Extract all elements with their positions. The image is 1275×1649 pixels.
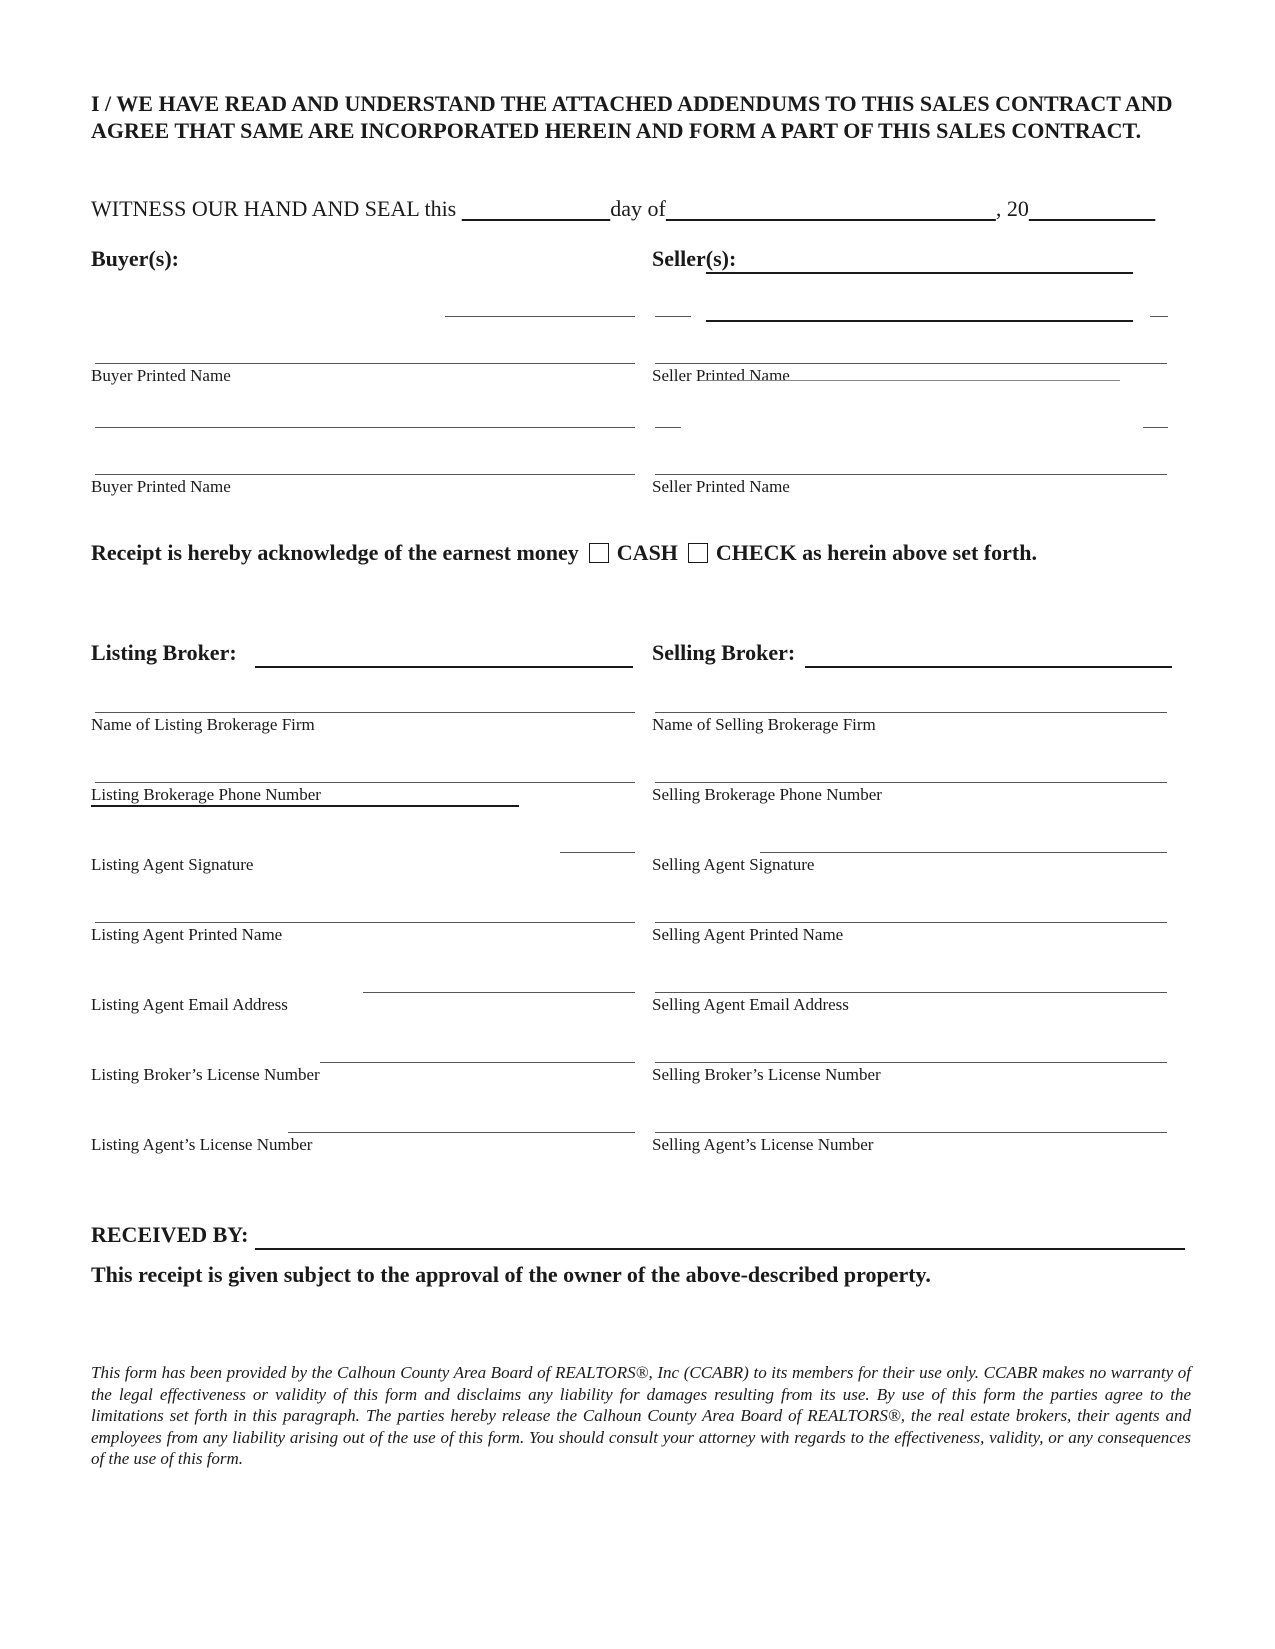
cash-checkbox[interactable] (589, 543, 609, 563)
seller-signature-tail-1 (1150, 316, 1168, 317)
selling-firm-label: Name of Selling Brokerage Firm (652, 715, 876, 734)
buyer-printed-name-label-2: Buyer Printed Name (91, 477, 231, 496)
witness-line (91, 195, 1155, 223)
listing-agent-license-line[interactable] (288, 1132, 635, 1133)
seller-signature-tail-2 (1143, 427, 1168, 428)
check-checkbox[interactable] (688, 543, 708, 563)
addendum-acknowledgement: I / WE HAVE READ AND UNDERSTAND THE ATTACHED ADDENDUMS TO THIS SALES CONTRACT AND AGREE THAT SAME ARE INCORPORATED HEREIN AND FORM A PART OF THIS SALES CONTRACT. (91, 91, 1173, 143)
selling-broker-license-label: Selling Broker’s License Number (652, 1065, 881, 1084)
selling-signature-label: Selling Agent Signature (652, 855, 815, 874)
listing-phone-label: Listing Brokerage Phone Number (91, 785, 321, 804)
seller-signature-line[interactable] (706, 272, 1133, 274)
listing-signature-label: Listing Agent Signature (91, 855, 254, 874)
day-field[interactable] (462, 196, 611, 221)
selling-broker-license-line[interactable] (655, 1062, 1167, 1063)
seller-signature-stub-2 (655, 427, 681, 428)
listing-phone-underline (91, 805, 519, 807)
selling-printed-label: Selling Agent Printed Name (652, 925, 844, 944)
cash-label: CASH (616, 540, 678, 565)
selling-broker-field[interactable] (805, 666, 1172, 668)
selling-firm-line[interactable] (655, 712, 1167, 713)
buyer-signature-line-1[interactable] (445, 316, 635, 317)
seller-signature-line-1[interactable] (706, 320, 1133, 322)
selling-broker-label: Selling Broker: (652, 640, 796, 665)
listing-broker-license-line[interactable] (320, 1062, 635, 1063)
approval-note: This receipt is given subject to the approval of the owner of the above-described property. (91, 1262, 931, 1287)
selling-signature-line[interactable] (760, 852, 1167, 853)
listing-phone-line[interactable] (95, 782, 635, 783)
buyer-printed-line-1[interactable] (95, 363, 635, 364)
selling-phone-label: Selling Brokerage Phone Number (652, 785, 882, 804)
received-by-label: RECEIVED BY: (91, 1222, 249, 1247)
seller-signature-stub-1 (655, 316, 691, 317)
listing-broker-label: Listing Broker: (91, 640, 237, 665)
listing-agent-license-label: Listing Agent’s License Number (91, 1135, 313, 1154)
buyer-printed-name-label-1: Buyer Printed Name (91, 366, 231, 385)
seller-printed-underline (700, 380, 1120, 381)
listing-signature-line[interactable] (560, 852, 635, 853)
year-prefix: , 20 (995, 196, 1029, 221)
seller-label: Seller(s): (652, 246, 737, 271)
selling-printed-line[interactable] (655, 922, 1167, 923)
listing-email-line[interactable] (363, 992, 635, 993)
selling-email-line[interactable] (655, 992, 1167, 993)
listing-printed-line[interactable] (95, 922, 635, 923)
buyer-label: Buyer(s): (91, 246, 179, 271)
earnest-money-receipt (91, 540, 1037, 566)
received-by-field[interactable] (255, 1248, 1185, 1250)
seller-printed-name-label-2: Seller Printed Name (652, 477, 790, 496)
disclaimer-text: This form has been provided by the Calhoun County Area Board of REALTORS®, Inc (CCABR) to its members for their use only. CCABR makes no warranty of the legal effectiveness or validity of this form and disclaims any liability for damages resulting from its use. By use of this form the parties agree to the limitations set forth in this paragraph. The parties hereby release the Calhoun County Area Board of REALTORS®, the real estate brokers, their agents and employees from any liability arising out of the use of this form. You should consult your attorney with regards to the effectiveness, validity, or any consequences of the use of this form. (91, 1363, 1191, 1468)
listing-broker-license-label: Listing Broker’s License Number (91, 1065, 320, 1084)
listing-email-label: Listing Agent Email Address (91, 995, 288, 1014)
month-field[interactable] (666, 196, 996, 221)
listing-printed-label: Listing Agent Printed Name (91, 925, 283, 944)
listing-firm-label: Name of Listing Brokerage Firm (91, 715, 315, 734)
receipt-text: Receipt is hereby acknowledge of the earnest money (91, 540, 579, 565)
selling-email-label: Selling Agent Email Address (652, 995, 849, 1014)
check-label: CHECK as herein above set forth. (715, 540, 1037, 565)
year-field[interactable] (1029, 196, 1156, 221)
selling-agent-license-line[interactable] (655, 1132, 1167, 1133)
buyer-printed-line-2[interactable] (95, 474, 635, 475)
day-of-label: day of (610, 196, 666, 221)
seller-printed-line-2[interactable] (655, 474, 1167, 475)
selling-phone-line[interactable] (655, 782, 1167, 783)
listing-firm-line[interactable] (95, 712, 635, 713)
witness-prefix: WITNESS OUR HAND AND SEAL this (91, 196, 457, 221)
selling-agent-license-label: Selling Agent’s License Number (652, 1135, 874, 1154)
seller-printed-line-1[interactable] (655, 363, 1167, 364)
seller-printed-name-label-1: Seller Printed Name (652, 366, 790, 385)
buyer-signature-line-2[interactable] (95, 427, 635, 428)
listing-broker-field[interactable] (255, 666, 633, 668)
